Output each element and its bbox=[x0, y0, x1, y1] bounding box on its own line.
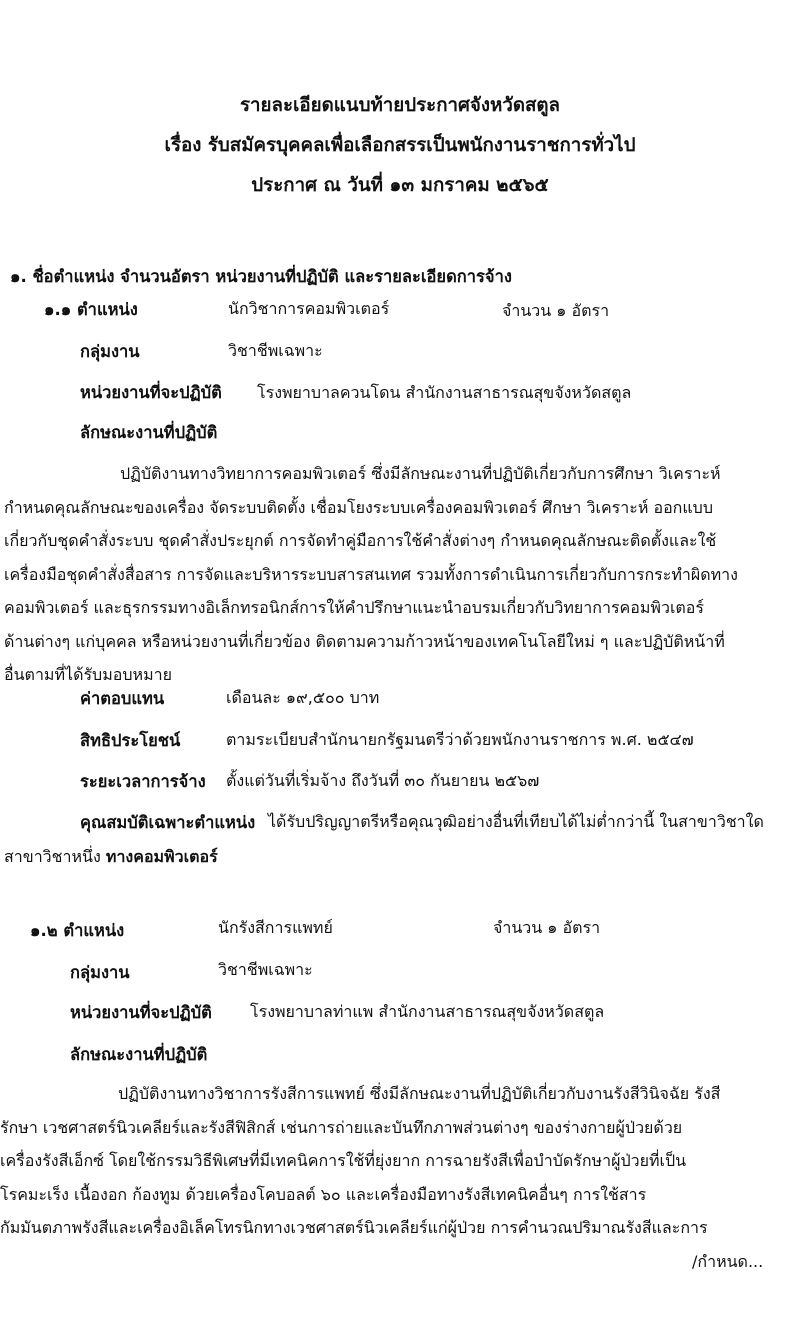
pay-value: เดือนละ ๑๙,๕๐๐ บาท bbox=[226, 688, 380, 707]
duty-line: อื่นตามที่ได้รับมอบหมาย bbox=[4, 665, 172, 684]
duty-line: รักษา เวชศาสตร์นิวเคลียร์และรังสีฟิสิกส์ เช่นการถ่ายและบันทึกภาพส่วนต่างๆ ของร่างกายผู้ป่วยด้วย bbox=[0, 1117, 683, 1137]
duty-line: เกี่ยวกับชุดคำสั่งระบบ ชุดคำสั่งประยุกต์ การจัดทำคู่มือการใช้คำสั่งต่างๆ กำหนดคุณลักษณะติดตั้งและใช้ bbox=[4, 531, 717, 550]
duty-line: กัมมันตภาพรังสีและเครื่องอิเล็คโทรนิกทางเวชศาสตร์นิวเคลียร์แก่ผู้ป่วย การคำนวณปริมาณรังสีและการ bbox=[0, 1218, 708, 1237]
duty-line: เครื่องรังสีเอ็กซ์ โดยใช้กรรมวิธีพิเศษที่มีเทคนิคการใช้ที่ยุ่งยาก การฉายรังสีเพื่อบำบัดรักษาผู้ป่วยที่เป็น bbox=[0, 1151, 687, 1170]
qualification-field-text: สาขาวิชาหนึ่ง bbox=[4, 847, 101, 866]
pay-label: ค่าตอบแทน bbox=[80, 689, 165, 708]
announcement-date: ประกาศ ณ วันที่ ๑๓ มกราคม ๒๕๖๕ bbox=[251, 175, 549, 196]
qualification-continuation bbox=[4, 845, 218, 870]
group-value: วิชาชีพเฉพาะ bbox=[228, 341, 323, 360]
benefit-label: สิทธิประโยชน์ bbox=[80, 731, 181, 750]
work-unit-value: โรงพยาบาลท่าแพ สำนักงานสาธารณสุขจังหวัดสตูล bbox=[250, 1002, 605, 1021]
document-title: รายละเอียดแนบท้ายประกาศจังหวัดสตูล bbox=[240, 95, 560, 116]
document-subject: เรื่อง รับสมัครบุคคลเพื่อเลือกสรรเป็นพนักงานราชการทั่วไป bbox=[164, 135, 636, 156]
group-label: กลุ่มงาน bbox=[80, 342, 140, 361]
employment-period-value: ตั้งแต่วันที่เริ่มจ้าง ถึงวันที่ ๓๐ กันยายน ๒๕๖๗ bbox=[226, 771, 540, 790]
position-count: จำนวน ๑ อัตรา bbox=[493, 918, 601, 937]
duty-line: เครื่องมือชุดคำสั่งสื่อสาร การจัดและบริหารระบบสารสนเทศ รวมทั้งการดำเนินการเกี่ยวกับการกระทำผิดทาง bbox=[4, 564, 738, 584]
employment-period-label: ระยะเวลาการจ้าง bbox=[80, 772, 206, 791]
position-count: จำนวน ๑ อัตรา bbox=[502, 301, 610, 320]
duty-label: ลักษณะงานที่ปฏิบัติ bbox=[80, 423, 218, 442]
duty-line: กำหนดคุณลักษณะของเครื่อง จัดระบบติดตั้ง เชื่อมโยงระบบเครื่องคอมพิวเตอร์ ศึกษา วิเคราะห์ ออกแบบ bbox=[4, 497, 713, 517]
section-heading: ๑. ชื่อตำแหน่ง จำนวนอัตรา หน่วยงานที่ปฏิบัติ และรายละเอียดการจ้าง bbox=[10, 267, 512, 286]
duty-line: โรคมะเร็ง เนื้องอก ก้องทูม ด้วยเครื่องโคบอลต์ ๖๐ และเครื่องมือทางรังสีเทคนิคอื่นๆ การใช้สาร bbox=[0, 1184, 647, 1204]
duty-description bbox=[4, 457, 786, 692]
continuation-marker: /กำหนด... bbox=[692, 1252, 764, 1271]
duty-line: ปฏิบัติงานทางวิชาการรังสีการแพทย์ ซึ่งมีลักษณะงานที่ปฏิบัติเกี่ยวกับงานรังสีวินิจฉัย รังสี bbox=[118, 1084, 721, 1103]
group-value: วิชาชีพเฉพาะ bbox=[218, 960, 313, 979]
work-unit-label: หน่วยงานที่จะปฏิบัติ bbox=[70, 1003, 212, 1022]
duty-description bbox=[0, 1077, 784, 1245]
position-title: นักรังสีการแพทย์ bbox=[218, 918, 333, 937]
qualification-label: คุณสมบัติเฉพาะตำแหน่ง bbox=[80, 813, 256, 832]
work-unit-label: หน่วยงานที่จะปฏิบัติ bbox=[80, 383, 222, 402]
group-label: กลุ่มงาน bbox=[70, 963, 130, 982]
duty-line: ปฏิบัติงานทางวิทยาการคอมพิวเตอร์ ซึ่งมีลักษณะงานที่ปฏิบัติเกี่ยวกับการศึกษา วิเคราะห์ bbox=[120, 464, 721, 483]
duty-label: ลักษณะงานที่ปฏิบัติ bbox=[70, 1045, 208, 1064]
qualification-value: ได้รับปริญญาตรีหรือคุณวุฒิอย่างอื่นที่เทียบได้ไม่ต่ำกว่านี้ ในสาขาวิชาใด bbox=[268, 812, 764, 831]
position-number-label: ๑.๑ ตำแหน่ง bbox=[44, 300, 138, 319]
position-title: นักวิชาการคอมพิวเตอร์ bbox=[228, 299, 390, 318]
position-number-label: ๑.๒ ตำแหน่ง bbox=[30, 921, 125, 940]
work-unit-value: โรงพยาบาลควนโดน สำนักงานสาธารณสุขจังหวัดสตูล bbox=[257, 383, 632, 402]
duty-line: คอมพิวเตอร์ และธุรกรรมทางอิเล็กทรอนิกส์การให้คำปรึกษาแนะนำอบรมเกี่ยวกับวิทยาการคอมพิวเตอร์ bbox=[4, 598, 705, 617]
duty-line: ด้านต่างๆ แก่บุคคล หรือหน่วยงานที่เกี่ยวข้อง ติดตามความก้าวหน้าของเทคโนโลยีใหม่ ๆ และปฏิบัติหน้าที่ bbox=[4, 631, 725, 651]
benefit-value: ตามระเบียบสำนักนายกรัฐมนตรีว่าด้วยพนักงานราชการ พ.ศ. ๒๕๔๗ bbox=[226, 730, 694, 749]
qualification-field-bold: ทางคอมพิวเตอร์ bbox=[105, 847, 218, 866]
